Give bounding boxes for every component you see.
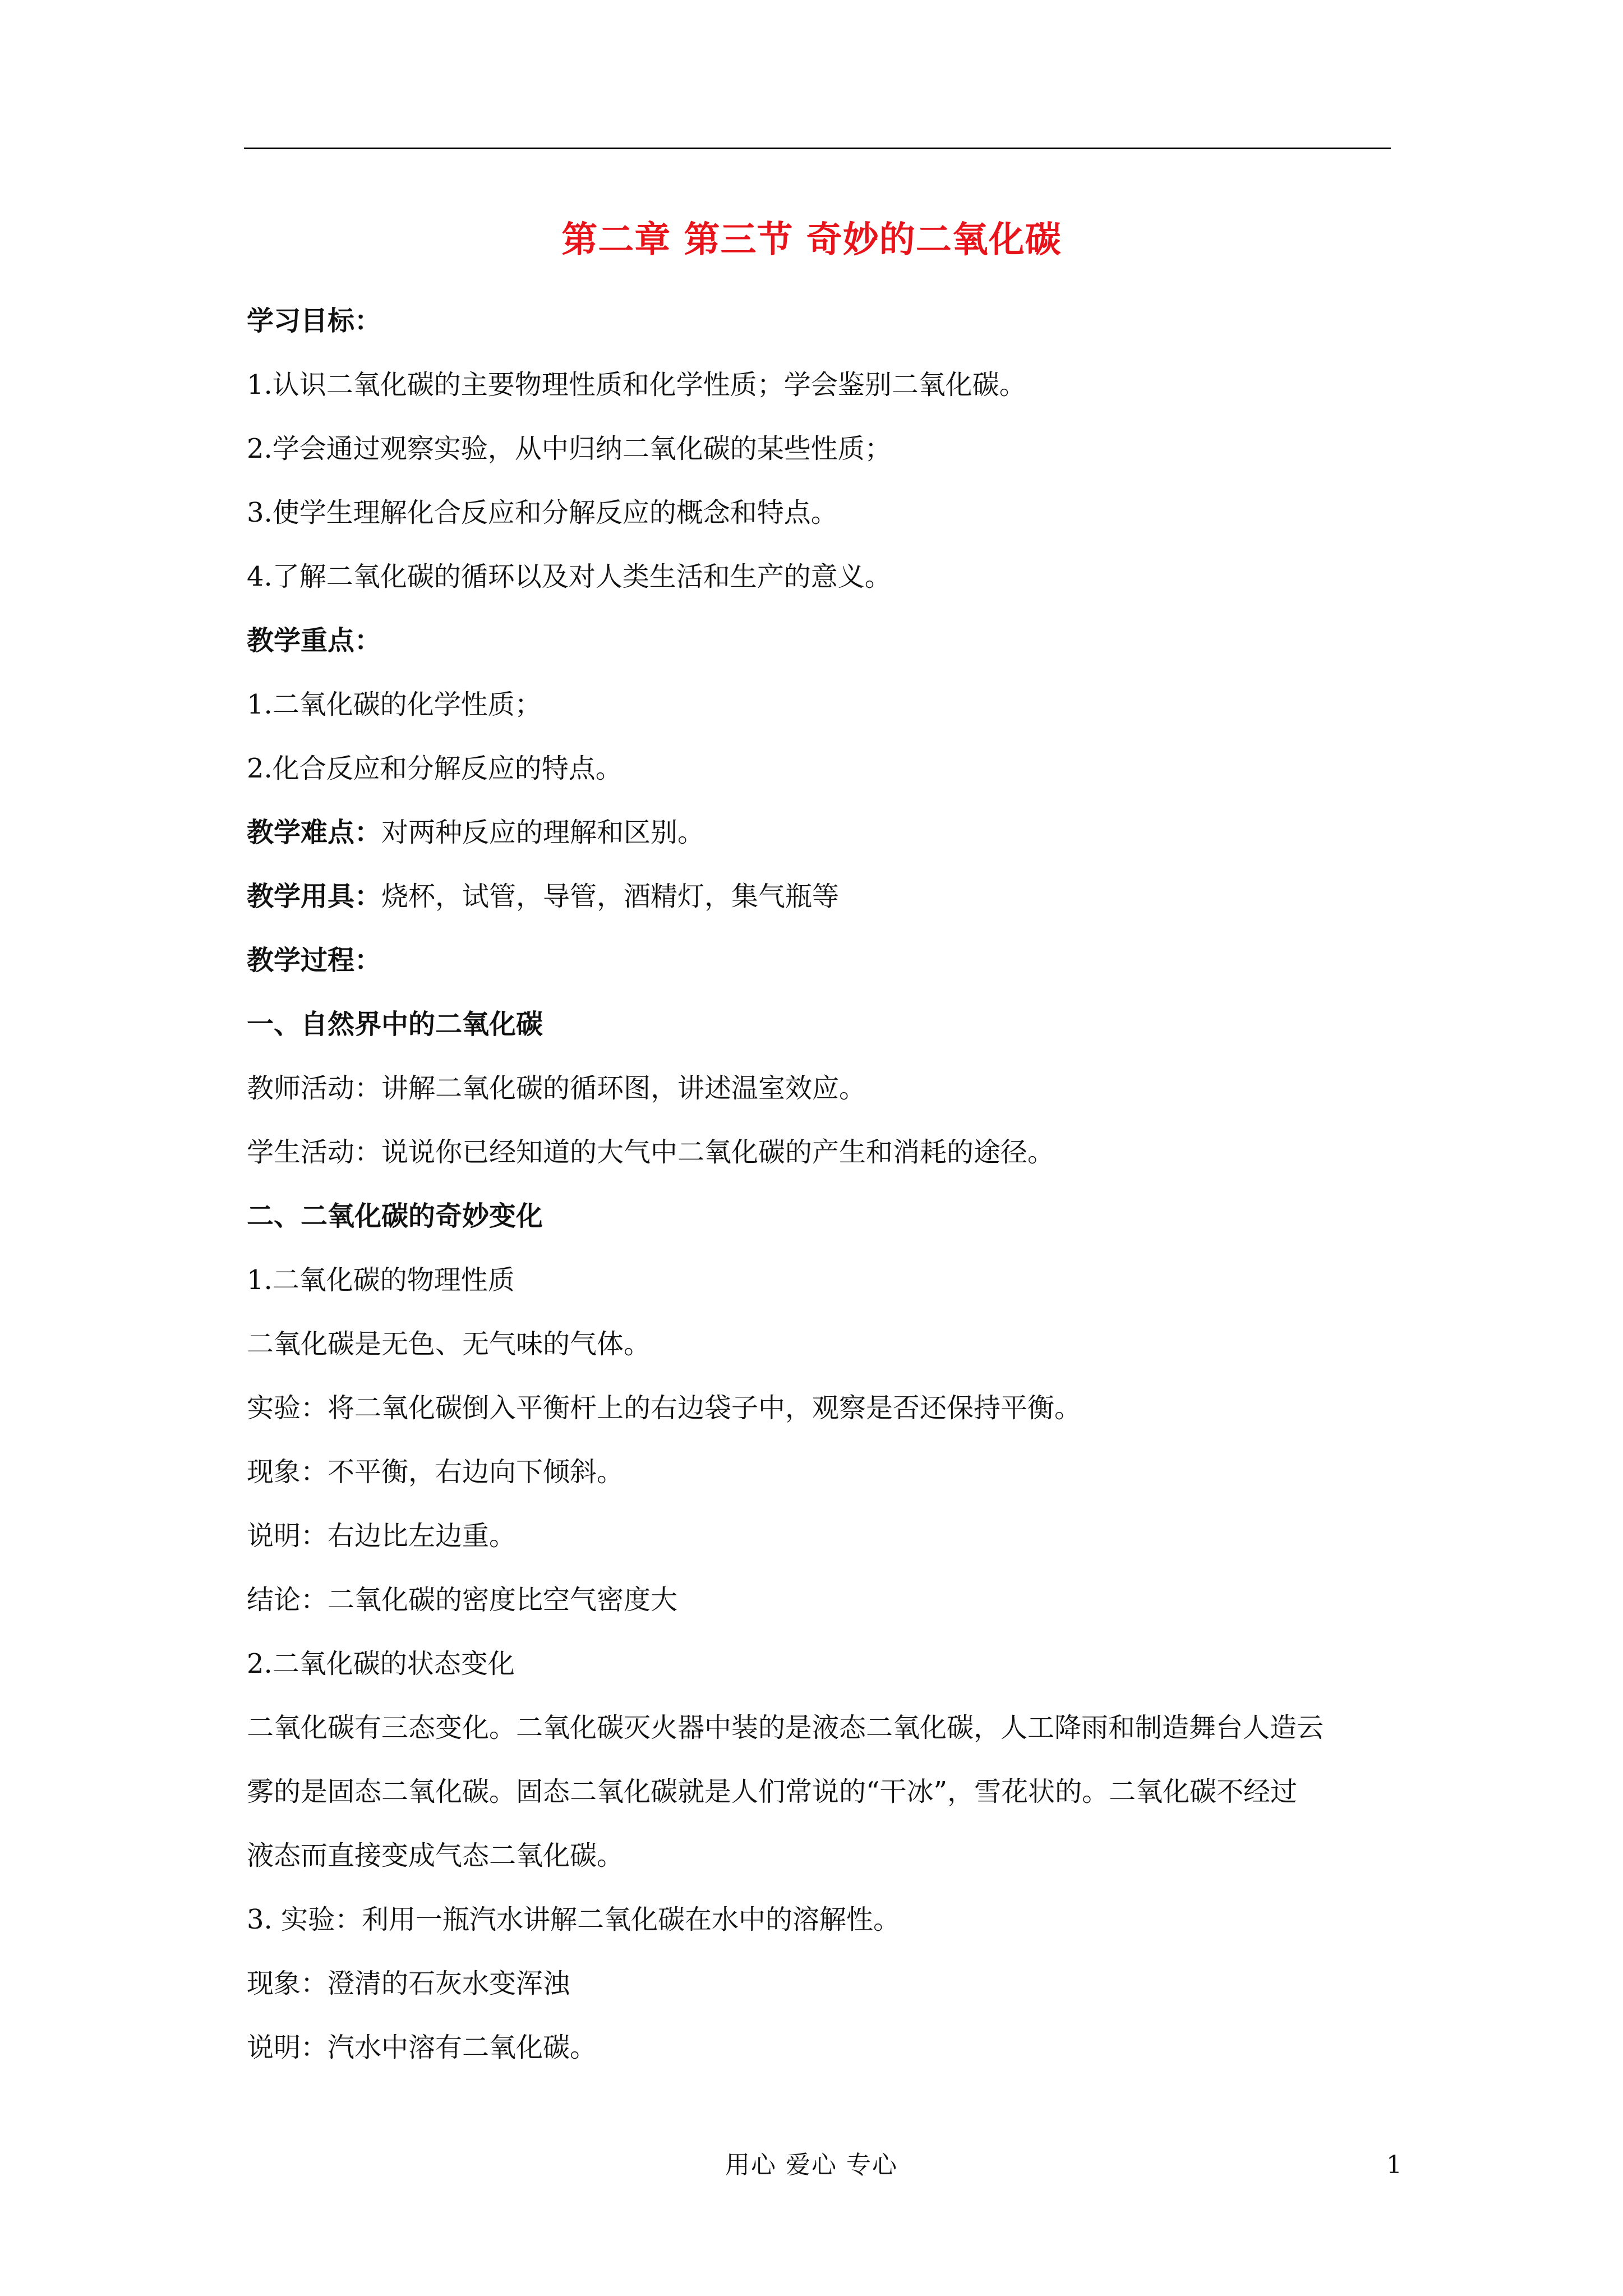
paragraph-line: 2.二氧化碳的状态变化 [247,1648,515,1680]
subsection-heading-changes: 二、二氧化碳的奇妙变化 [247,1200,543,1232]
document-body [247,289,1394,2079]
subsection-heading-nature: 一、自然界中的二氧化碳 [247,1009,543,1040]
paragraph-line: 二氧化碳是无色、无气味的气体。 [247,1328,651,1360]
footer-motto: 用心 爱心 专心 [725,2151,898,2179]
page-footer [0,2143,1623,2188]
equipment-text: 烧杯，试管，导管，酒精灯，集气瓶等 [381,881,840,912]
header-rule [244,148,1391,149]
section-heading-process: 教学过程： [247,945,382,976]
difficulty-text: 对两种反应的理解和区别。 [381,817,705,848]
key-point-item: 1.二氧化碳的化学性质； [247,689,542,720]
difficulty-line [247,800,1394,864]
equipment-label: 教学用具： [247,881,382,912]
page-title: 第二章 第三节 奇妙的二氧化碳 [561,219,1062,261]
paragraph-line: 现象：澄清的石灰水变浑浊 [247,1968,570,1999]
paragraph-line: 3. 实验：利用一瓶汽水讲解二氧化碳在水中的溶解性。 [247,1904,901,1935]
paragraph-line: 说明：右边比左边重。 [247,1520,517,1552]
objective-item: 2.学会通过观察实验，从中归纳二氧化碳的某些性质； [247,433,892,464]
page-number: 1 [1386,2151,1402,2179]
paragraph-line: 结论：二氧化碳的密度比空气密度大 [247,1584,678,1616]
paragraph-line: 实验：将二氧化碳倒入平衡杆上的右边袋子中，观察是否还保持平衡。 [247,1392,1082,1424]
objective-item: 3.使学生理解化合反应和分解反应的概念和特点。 [247,497,838,528]
paragraph-line: 说明：汽水中溶有二氧化碳。 [247,2032,597,2063]
difficulty-label: 教学难点： [247,817,382,848]
equipment-line [247,864,1394,928]
section-heading-objectives: 学习目标： [247,305,382,337]
key-point-item: 2.化合反应和分解反应的特点。 [247,753,623,784]
paragraph-line: 1.二氧化碳的物理性质 [247,1264,515,1296]
objective-item: 1.认识二氧化碳的主要物理性质和化学性质；学会鉴别二氧化碳。 [247,369,1026,401]
objective-item: 4.了解二氧化碳的循环以及对人类生活和生产的意义。 [247,561,892,592]
paragraph-line: 二氧化碳有三态变化。二氧化碳灭火器中装的是液态二氧化碳，人工降雨和制造舞台人造云 [247,1712,1324,1743]
paragraph-line: 教师活动：讲解二氧化碳的循环图，讲述温室效应。 [247,1073,866,1104]
paragraph-line: 雾的是固态二氧化碳。固态二氧化碳就是人们常说的“干冰”，雪花状的。二氧化碳不经过 [247,1776,1298,1807]
paragraph-line: 液态而直接变成气态二氧化碳。 [247,1840,624,1871]
paragraph-line: 学生活动：说说你已经知道的大气中二氧化碳的产生和消耗的途径。 [247,1137,1055,1168]
paragraph-line: 现象：不平衡，右边向下倾斜。 [247,1456,624,1488]
section-heading-key-points: 教学重点： [247,625,382,656]
